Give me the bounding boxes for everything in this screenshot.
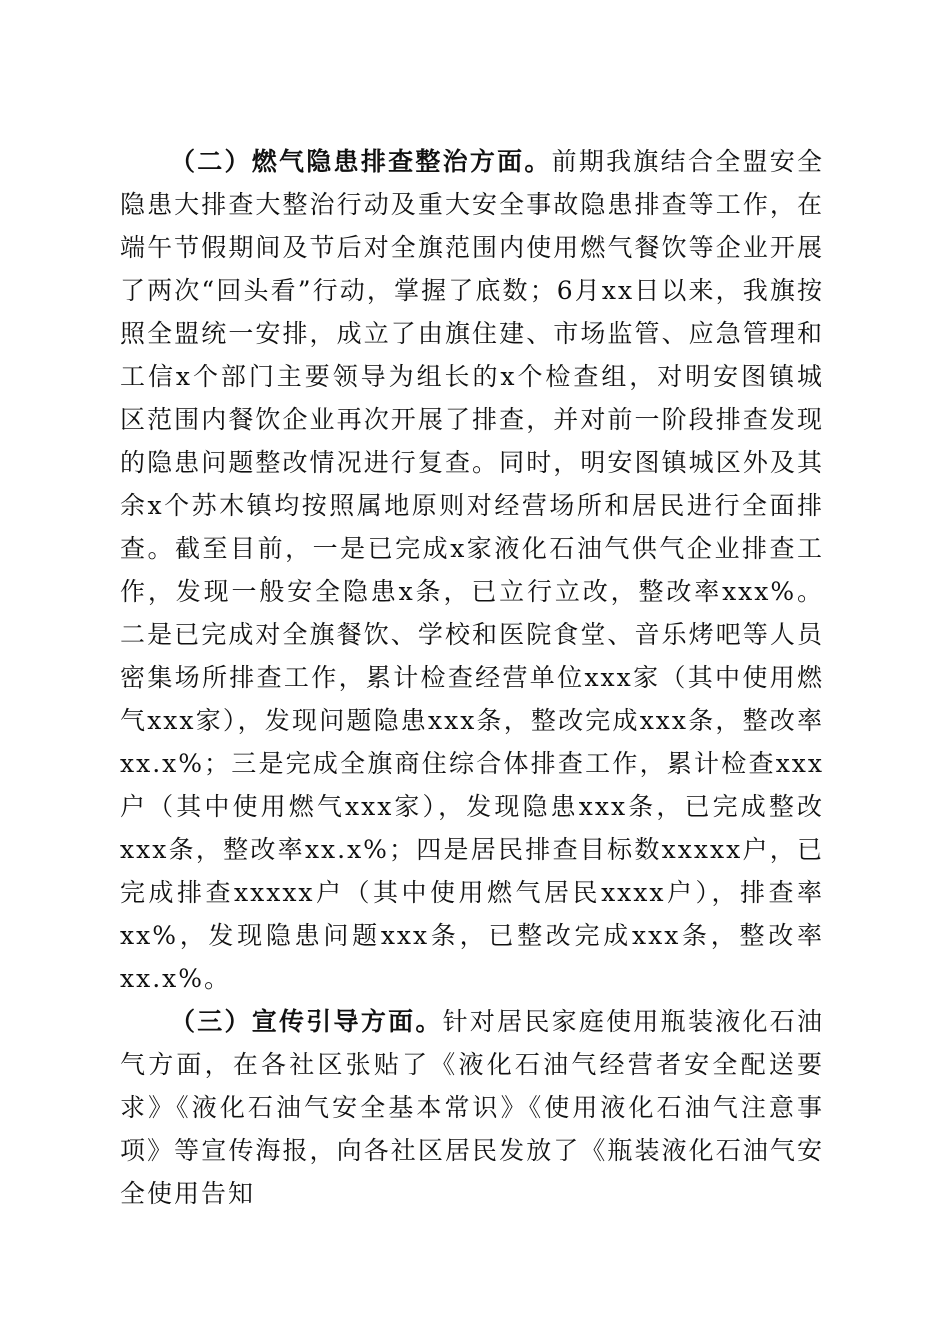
- document-body: [120, 140, 824, 1215]
- paragraph-text: 针对居民家庭使用瓶装液化石油气方面，在各社区张贴了《液化石油气经营者安全配送要求》《液化石油气安全基本常识》《使用液化石油气注意事项》等宣传海报，向各社区居民发放了《瓶装液化石油气安全使用告知: [120, 1007, 824, 1208]
- section-heading: （二）燃气隐患排查整治方面。: [170, 147, 552, 176]
- paragraph-publicity-guidance: [120, 1000, 824, 1215]
- paragraph-gas-hazard-inspection: [120, 140, 824, 1000]
- section-heading: （三）宣传引导方面。: [170, 1007, 443, 1036]
- paragraph-text: 前期我旗结合全盟安全隐患大排查大整治行动及重大安全事故隐患排查等工作，在端午节假期间及节后对全旗范围内使用燃气餐饮等企业开展了两次“回头看”行动，掌握了底数；6月xx日以来，我旗按照全盟统一安排，成立了由旗住建、市场监管、应急管理和工信x个部门主要领导为组长的x个检查组，对明安图镇城区范围内餐饮企业再次开展了排查，并对前一阶段排查发现的隐患问题整改情况进行复查。同时，明安图镇城区外及其余x个苏木镇均按照属地原则对经营场所和居民进行全面排查。截至目前，一是已完成x家液化石油气供气企业排查工作，发现一般安全隐患x条，已立行立改，整改率xxx%。二是已完成对全旗餐饮、学校和医院食堂、音乐烤吧等人员密集场所排查工作，累计检查经营单位xxx家（其中使用燃气xxx家），发现问题隐患xxx条，整改完成xxx条，整改率xx.x%；三是完成全旗商住综合体排查工作，累计检查xxx户（其中使用燃气xxx家），发现隐患xxx条，已完成整改xxx条，整改率xx.x%；四是居民排查目标数xxxxx户，已完成排查xxxxx户（其中使用燃气居民xxxx户），排查率xx%，发现隐患问题xxx条，已整改完成xxx条，整改率xx.x%。: [120, 147, 824, 993]
